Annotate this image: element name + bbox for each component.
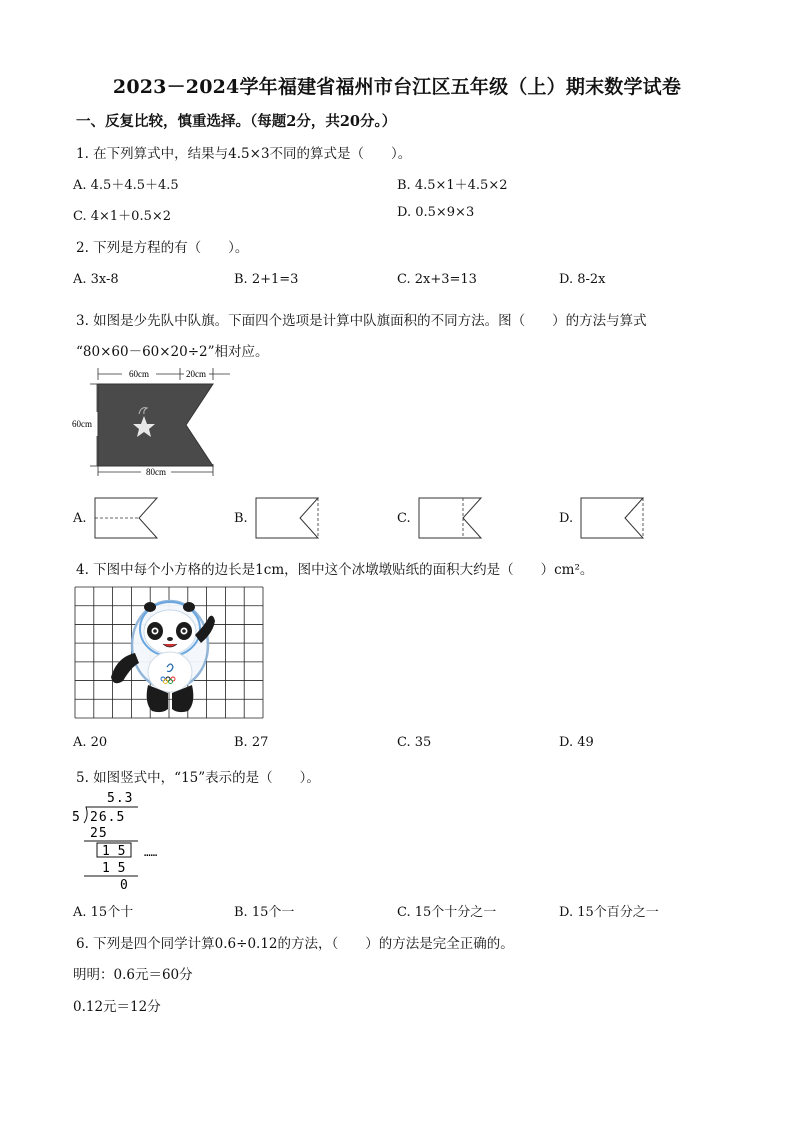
q3-option-c: C.	[397, 511, 411, 526]
q6-line-1: 明明：0.6元＝60分	[73, 967, 193, 983]
q5-option-b: B. 15个一	[234, 905, 295, 920]
q1-stem: 1. 在下列算式中，结果与4.5×3不同的算式是（ ）。	[76, 146, 412, 162]
quotient: 5.3	[107, 791, 134, 806]
step-product-1: 25	[90, 826, 108, 841]
dividend: 26.5	[90, 810, 126, 825]
final-remainder: 0	[120, 878, 128, 893]
q1-option-c: C. 4×1＋0.5×2	[73, 209, 172, 224]
q1-option-b: B. 4.5×1＋4.5×2	[397, 178, 508, 193]
q4-option-c: C. 35	[397, 735, 432, 750]
q3-figure-a	[95, 497, 165, 541]
step-product-2: 1 5	[102, 861, 126, 876]
q1-option-a: A. 4.5＋4.5＋4.5	[73, 178, 179, 193]
q1-option-d: D. 0.5×9×3	[397, 205, 475, 220]
dim-bottom-label: 80cm	[146, 467, 166, 477]
q3-figure-b	[256, 497, 326, 541]
grid-figure	[75, 587, 265, 719]
page-title: 2023－2024学年福建省福州市台江区五年级（上）期末数学试卷	[112, 76, 682, 98]
q4-option-d: D. 49	[559, 735, 594, 750]
q3-stem-line2: “80×60－60×20÷2”相对应。	[76, 344, 269, 360]
q3-option-d: D.	[559, 511, 574, 526]
step-remainder-15: 1 5	[102, 844, 126, 859]
q2-stem: 2. 下列是方程的有（ ）。	[76, 240, 249, 256]
q5-option-a: A. 15个十	[73, 905, 134, 920]
q4-option-b: B. 27	[234, 735, 269, 750]
dim-left-label: 60cm	[72, 419, 92, 429]
q5-stem: 5. 如图竖式中，“15”表示的是（ ）。	[76, 770, 320, 786]
q6-line-2: 0.12元＝12分	[73, 999, 161, 1015]
mascot-left-arm	[111, 653, 139, 683]
section-1-heading: 一、反复比较，慎重选择。（每题2分，共20分。）	[76, 113, 397, 130]
q5-option-c: C. 15个十分之一	[397, 905, 497, 920]
q3-figure-c	[419, 497, 489, 541]
q2-option-c: C. 2x+3=13	[397, 272, 477, 287]
q3-option-a: A.	[73, 511, 87, 526]
q2-option-b: B. 2+1=3	[234, 272, 299, 287]
q4-option-a: A. 20	[73, 735, 108, 750]
q3-option-b: B.	[234, 511, 248, 526]
dim-top-left-label: 60cm	[129, 369, 149, 379]
q3-figure-d	[581, 497, 651, 541]
long-division-figure	[70, 788, 190, 894]
q2-option-a: A. 3x-8	[73, 272, 119, 287]
q5-option-d: D. 15个百分之一	[559, 905, 659, 920]
flag-figure	[66, 364, 246, 484]
q4-stem: 4. 下图中每个小方格的边长是1cm，图中这个冰墩墩贴纸的面积大约是（ ）cm²。	[76, 562, 594, 578]
dim-top-right-label: 20cm	[186, 369, 206, 379]
q6-stem: 6. 下列是四个同学计算0.6÷0.12的方法，（ ）的方法是完全正确的。	[76, 936, 514, 952]
ellipsis: ……	[144, 846, 158, 859]
q3-stem-line1: 3. 如图是少先队中队旗。下面四个选项是计算中队旗面积的不同方法。图（ ）的方法与算式	[76, 313, 647, 329]
q2-option-d: D. 8-2x	[559, 272, 606, 287]
divisor: 5	[72, 810, 80, 825]
